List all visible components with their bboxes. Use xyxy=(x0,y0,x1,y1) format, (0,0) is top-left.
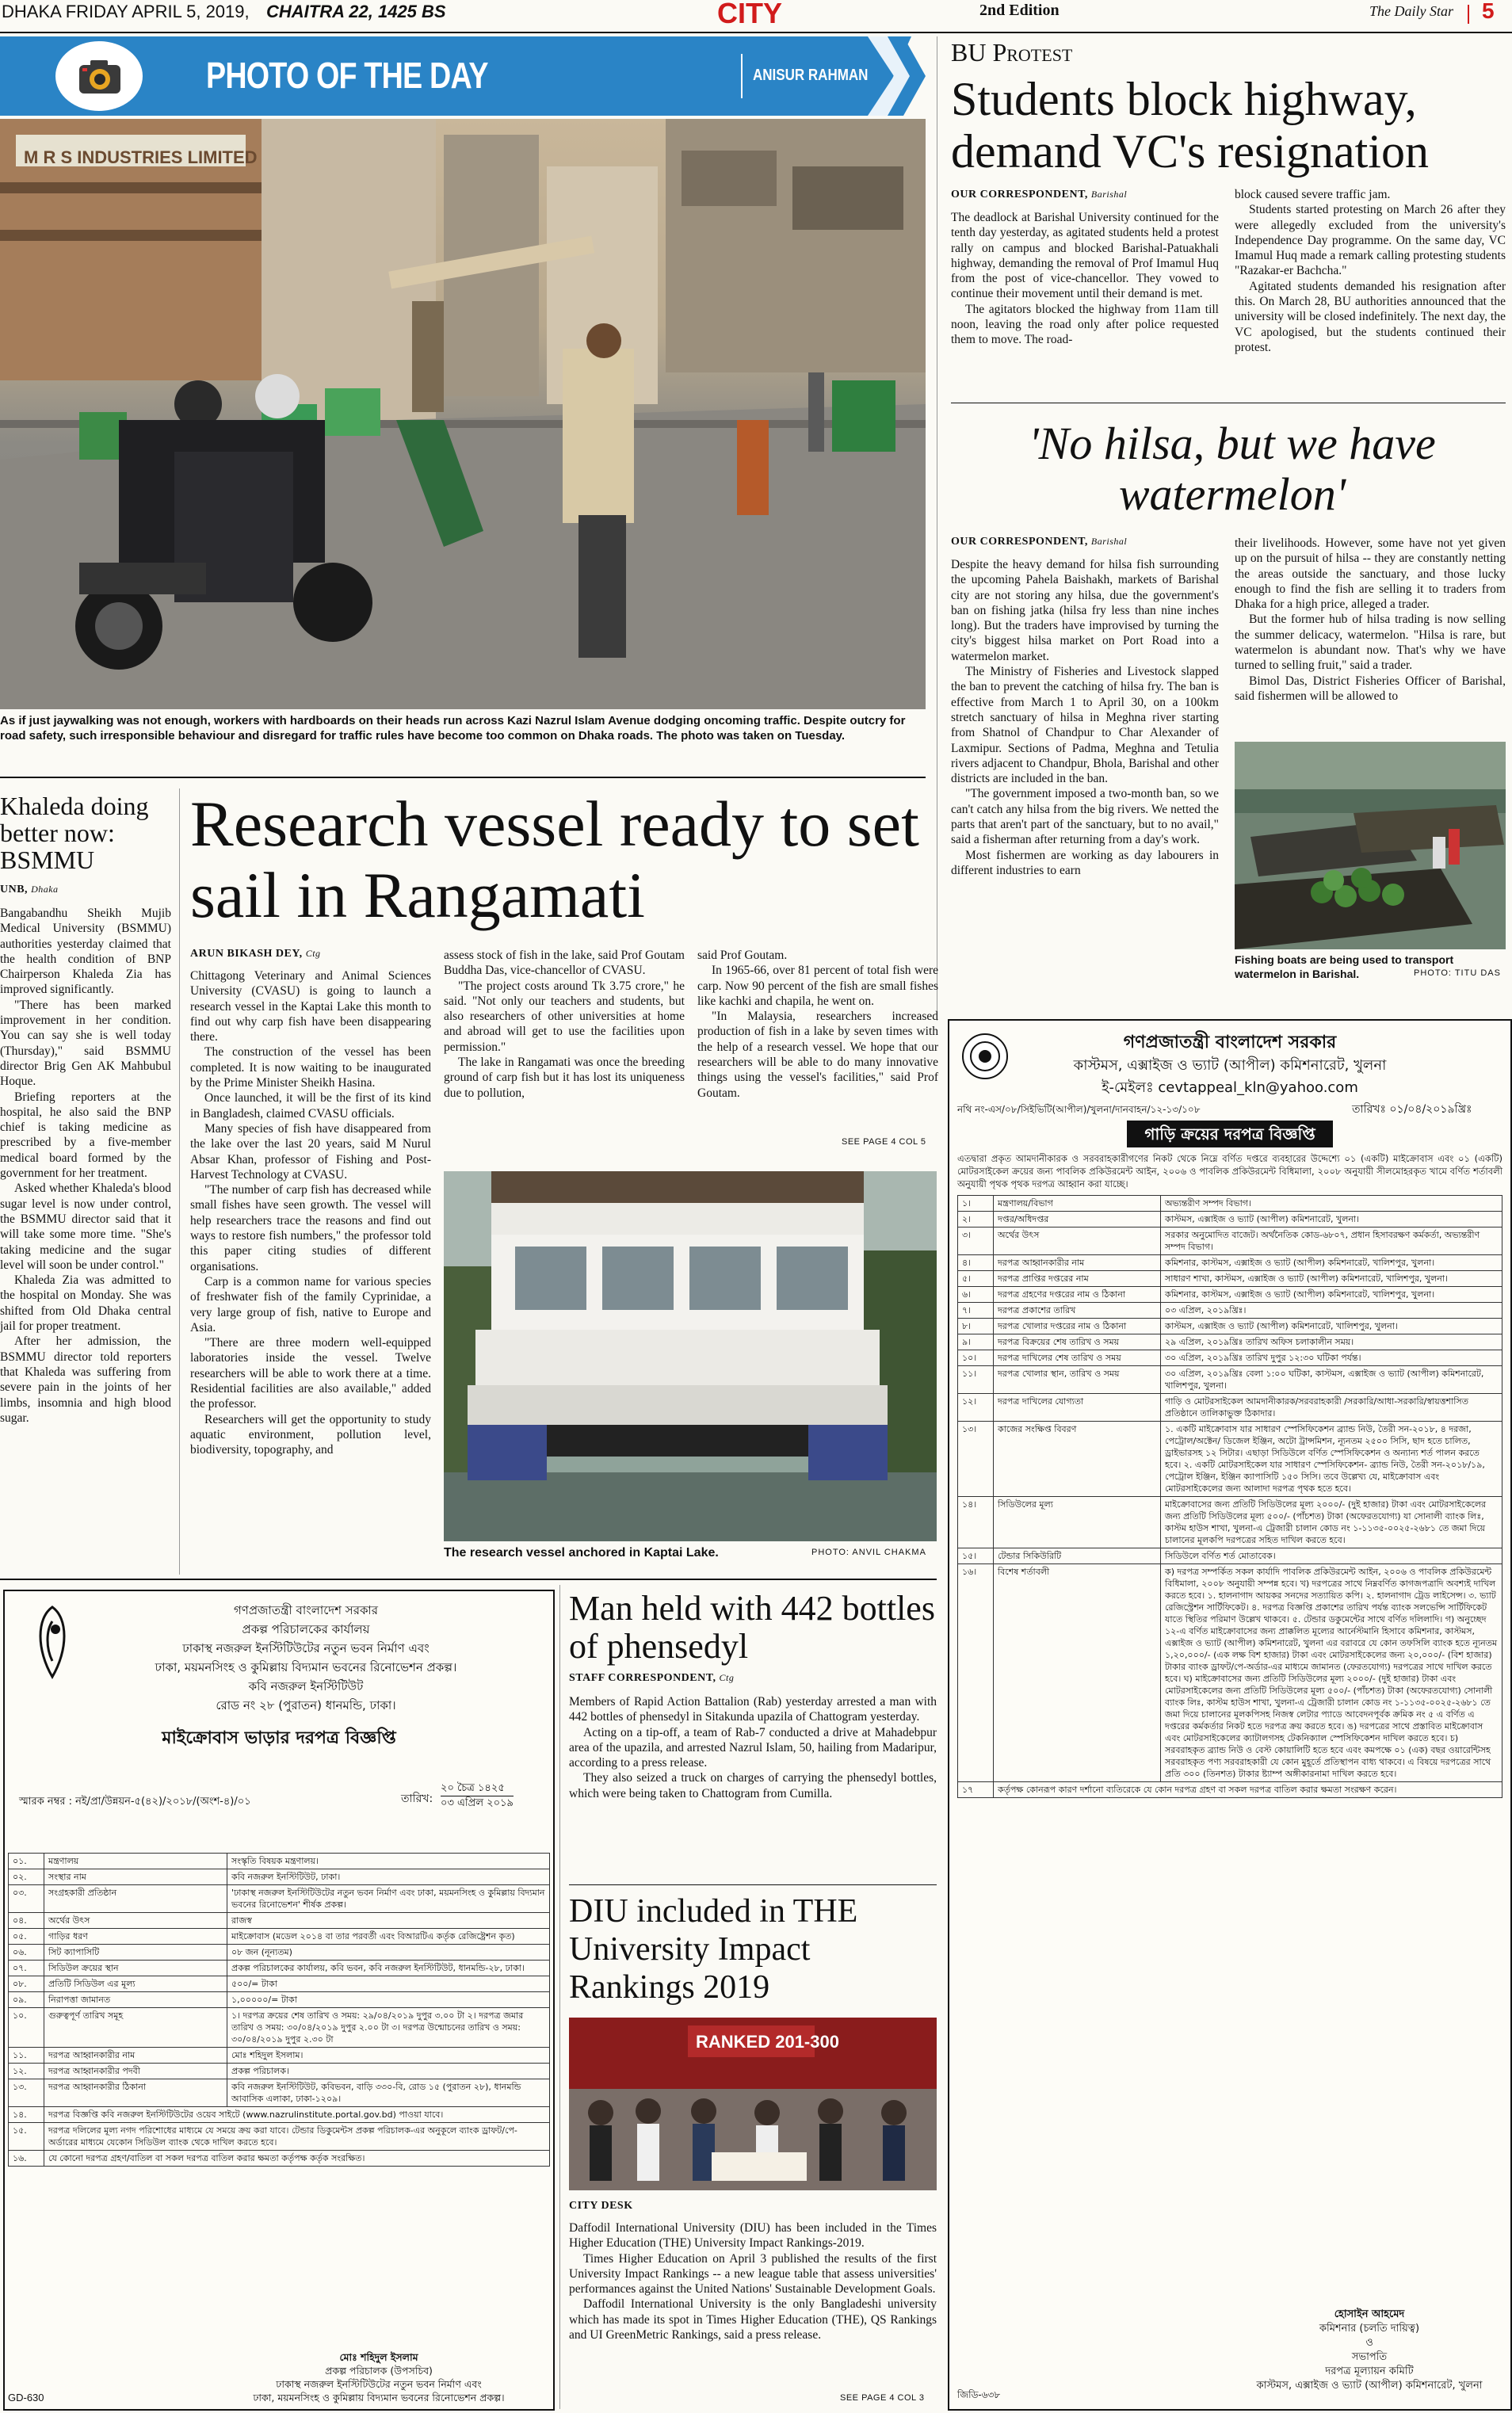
row-number: ৯। xyxy=(958,1334,994,1350)
table-row xyxy=(958,1319,1502,1334)
row-value: কবি নজরুল ইনস্টিটিউট, কবিভবন, বাড়ি ৩৩০-বি, রোড ১৫ (পুরাতন ২৮), ধানমন্ডি আবাসিক এলাকা, ঢাকা-১২০৯। xyxy=(227,2079,550,2107)
row-number: ০৭. xyxy=(9,1961,44,1976)
customs-date: তারিখঃ ০১/০৪/২০১৯খ্রিঃ xyxy=(1352,1103,1472,1116)
customs-sig-title: কমিশনার (চলতি দায়িত্ব) xyxy=(1319,2323,1420,2335)
nazrul-date-en: ০৩ এপ্রিল ২০১৯ xyxy=(441,1797,514,1809)
row-label: দরপত্র খোলার স্থান, তারিখ ও সময় xyxy=(994,1366,1161,1394)
customs-sig-role: সভাপতি xyxy=(1351,2351,1388,2363)
diu-headline: DIU included in THE University Impact Rankings 2019 xyxy=(569,1893,858,2006)
table-row xyxy=(958,1782,1502,1798)
row-number: ০৮. xyxy=(9,1976,44,1992)
row-label: দরপত্র গ্রহণের দপ্তরের নাম ও ঠিকানা xyxy=(994,1287,1161,1303)
edition: 2nd Edition xyxy=(979,2,1060,19)
row-number: ৫। xyxy=(958,1271,994,1287)
nazrul-table xyxy=(8,1853,550,2167)
row-value: সরকার অনুমোদিত বাজেট। অর্থনৈতিক কোড-৬৮০৭, প্রধান হিসাবরক্ষণ কর্মকর্তা, অভ্যন্তরীণ সম্পদ বিভাগ। xyxy=(1161,1227,1502,1255)
row-value: প্রকল্প পরিচালক। xyxy=(227,2064,550,2079)
nazrul-memo: স্মারক নম্বর : নই/প্রা/উন্নয়ন-৫(৪২)/২০১৮/(অংশ-৪)/০১ xyxy=(19,1796,251,1808)
row-number: ১৪। xyxy=(958,1497,994,1548)
row-label: প্রতিটি সিডিউল এর মূল্য xyxy=(44,1976,227,1992)
row-value: কাস্টমস, এক্সাইজ ও ভ্যাট (আপীল) কমিশনারেট, খুলনা। xyxy=(1161,1212,1502,1227)
row-value: ৩০ এপ্রিল, ২০১৯খ্রিঃ বেলা ১:০০ ঘটিকা, কাস্টমস, এক্সাইজ ও ভ্যাট (আপীল) কমিশনারেট, খালিশপুর, খুলনা। xyxy=(1161,1366,1502,1394)
row-number: ৭। xyxy=(958,1303,994,1319)
photo-of-day-caption: As if just jaywalking was not enough, workers with hardboards on their heads run across Kazi Nazrul Islam Avenue dodging oncoming traffic. Despite outcry for road safety, such irresponsible behaviour and disregard for traffic rules have become too common on Dhaka roads. The photo was taken on Tuesday. xyxy=(0,714,906,743)
row-number: ০৩. xyxy=(9,1885,44,1913)
row-number: ১৬. xyxy=(9,2151,44,2167)
row-number: ১০। xyxy=(958,1350,994,1366)
khaleda-body: Bangabandhu Sheikh Mujib Medical University (BSMMU) authorities yesterday claimed that the health condition of BNP Chairperson Khaleda Zia has improved significantly. "There has been marked improvement in her condition. You can say she is well today (Thursday)," said BSMMU director Brig Gen AK Mahbubul Hoque. Briefing reporters at the hospital, he also said the BNP chief is taking medicine as prescribed by a five-member medical board formed by the government for her treatment. Asked whether Khaleda's blood sugar level is now under control, the BSMMU director said that it will take some more time. "She's taking medicine and the sugar level will soon be under control." Khaleda Zia was admitted to the hospital on Monday. She was shifted from Old Dhaka central jail for proper treatment. After her admission, the BSMMU director told reporters that Khaleda was suffering from severe pain in the joints of her limbs, insomnia and high blood sugar. xyxy=(0,907,171,1425)
customs-signature xyxy=(1235,2308,1504,2393)
table-row xyxy=(9,1945,550,1961)
nazrul-sig-title: প্রকল্প পরিচালক (উপসচিব) xyxy=(325,2365,433,2377)
vessel-credit: PHOTO: ANVIL CHAKMA xyxy=(811,1548,926,1557)
bu-headline: Students block highway, demand VC's resignation xyxy=(951,73,1429,178)
row-number: ১৬। xyxy=(958,1564,994,1782)
row-value: ১. একটি মাইক্রোবাস যার সাধারণ স্পেসিফিকেশন ব্র্যান্ড নিউ, তৈরী সন-২০১৮, ৪ দরজা, পেট্রোল/অক্টেন/ ডিজেল ইঞ্জিন, অটো ট্রান্সমিশন, ন্যূনতম ২৫০০ সিসি, ছাদ হতে চালিত, ড্রাইভারসহ ১২ সিটার। এছাড়া সিডিউলে বর্ণিত স্পেসিফিকেশন ও অন্যান্য শর্ত পালন করতে হবে। ২. একটি মোটরসাইকেল যার সাধারণ স্পেসিফিকেশন- ব্র্যান্ড নিউ, তৈরী সন-২০১৮/১৯, পেট্রোল ইঞ্জিন, ইঞ্জিন ক্যাপাসিটি ১৫০ সিসি। তবে উল্লেখ্য যে, মাইক্রোবাস এবং মোটরসাইকেলের জন্য আলাদা দরপত্র পৃথক হতে হবে। xyxy=(1161,1422,1502,1497)
row-number: ১৫. xyxy=(9,2123,44,2151)
row-label: সংস্থার নাম xyxy=(44,1869,227,1885)
phensedyl-headline: Man held with 442 bottles of phensedyl xyxy=(569,1589,935,1666)
nazrul-header xyxy=(84,1601,528,1715)
row-label: অর্থের উৎস xyxy=(994,1227,1161,1255)
masthead xyxy=(0,0,1512,32)
row-label: দপ্তর/অধিদপ্তর xyxy=(994,1212,1161,1227)
row-number: ১৭ xyxy=(958,1782,994,1798)
row-label: দরপত্র বিক্রয়ের শেষ তারিখ ও সময় xyxy=(994,1334,1161,1350)
table-row xyxy=(958,1303,1502,1319)
nazrul-inst: কবি নজরুল ইনস্টিটিউট xyxy=(248,1679,364,1693)
bu-kicker: BU Protest xyxy=(951,38,1073,67)
table-row xyxy=(9,2008,550,2048)
table-row xyxy=(9,2151,550,2167)
table-row xyxy=(958,1287,1502,1303)
row-number: ০৪. xyxy=(9,1913,44,1929)
nazrul-notice xyxy=(3,1590,555,2411)
row-number: ৩। xyxy=(958,1227,994,1255)
row-value: ০৮ জন (নূন্যতম) xyxy=(227,1945,550,1961)
row-label: দরপত্র আহ্বানকারীর নাম xyxy=(44,2048,227,2064)
table-row xyxy=(958,1212,1502,1227)
row-value: কমিশনার, কাস্টমস, এক্সাইজ ও ভ্যাট (আপীল) কমিশনারেট, খালিশপুর, খুলনা। xyxy=(1161,1255,1502,1271)
row-label: বিশেষ শর্তাবলী xyxy=(994,1564,1161,1782)
photographer-divider xyxy=(741,54,743,98)
row-value: মোঃ শহিদুল ইসলাম। xyxy=(227,2048,550,2064)
street-photo xyxy=(0,119,926,709)
table-row xyxy=(9,1992,550,2008)
row-text: দরপত্র বিজ্ঞপ্তি কবি নজরুল ইনস্টিটিউটের ওয়েব সাইটে (www.nazrulinstitute.portal.gov.bd) পাওয়া যাবে। xyxy=(44,2107,550,2123)
customs-sig-and: ও xyxy=(1365,2337,1373,2349)
table-row xyxy=(958,1334,1502,1350)
row-number: ৮। xyxy=(958,1319,994,1334)
table-row xyxy=(9,1976,550,1992)
row-label: গুরুত্বপূর্ণ তারিখ সমূহ xyxy=(44,2008,227,2048)
customs-email: ই-মেইলঃ cevtappeal_kln@yahoo.com xyxy=(1102,1079,1358,1096)
khaleda-divider xyxy=(179,788,180,1575)
row-label: টেন্ডার সিকিউরিটি xyxy=(994,1548,1161,1564)
row-number: ১২. xyxy=(9,2064,44,2079)
nazrul-date-bn: ২০ চৈত্র ১৪২৫ xyxy=(441,1782,505,1794)
row-label: সিডিউল ক্রয়ের স্থান xyxy=(44,1961,227,1976)
row-text: কর্তৃপক্ষ কোনরূপ কারণ দর্শানো ব্যতিরেকে যে কোন দরপত্র গ্রহণ বা সকল দরপত্র বাতিল করার ক্ষমতা সংরক্ষণ করেন। xyxy=(994,1782,1502,1798)
customs-sig-name: হোসাইন আহমেদ xyxy=(1334,2308,1405,2320)
hilsa-headline: 'No hilsa, but we have watermelon' xyxy=(1029,418,1436,520)
row-label: দরপত্র আহ্বানকারীর নাম xyxy=(994,1255,1161,1271)
row-number: ০৫. xyxy=(9,1929,44,1945)
row-number: ০১. xyxy=(9,1854,44,1869)
table-row xyxy=(9,2107,550,2123)
table-row xyxy=(958,1394,1502,1422)
phensedyl-rule xyxy=(569,1884,937,1885)
page-number: 5 xyxy=(1482,0,1495,23)
nazrul-title: মাইক্রোবাস ভাড়ার দরপত্র বিজ্ঞপ্তি xyxy=(162,1728,396,1748)
section-name: CITY xyxy=(717,0,783,29)
khaleda-byline: UNB, Dhaka xyxy=(0,884,59,895)
nazrul-sig-name: মোঃ শহিদুল ইসলাম xyxy=(339,2351,418,2363)
row-value: রাজস্ব xyxy=(227,1913,550,1929)
row-value: ক) দরপত্র সম্পর্কিত সকল কার্যাদি পাবলিক প্রকিউরমেন্ট আইন, ২০০৬ ও পাবলিক প্রকিউরমেন্ট বিধিমালা, ২০০৮ অনুযায়ী সম্পন্ন হবে। খ) দরপত্রের সাথে নিম্নবর্ণিত কাগজপত্রাদি অবশ্যই দাখিল করতে হবে। ১. হালনাগাদ আয়কর সনদের সত্যায়িত কপি। ২. হালনাগাদ ট্রেড লাইসেন্স। ৩. ভ্যাট রেজিস্ট্রেশন সার্টিফিকেট। ৪. দরপত্র বিজ্ঞপ্তি প্রকাশের তারিখ পর্যন্ত ব্যাংক সলভেন্সি সার্টিফিকেট যাতে স্থিতির পরিমাণ উল্লেখ থাকবে। ৫. টেন্ডার ডকুমেন্টের সাথে বর্ণিত দলিলাদি। গ) অনুচ্ছেদ ১২-এ বর্ণিত মাইক্রোবাসের জন্য প্রাক্কলিত মূল্যের আর্নেস্টমানি হিসাবে কমিশনার, কাস্টমস, এক্সাইজ ও ভ্যাট (আপীল) কমিশনারেট, খুলনা এর বরাবরে যে কোন তফসিলি ব্যাংক হতে ন্যূনতম ১,২০,০০০/- (এক লক্ষ বিশ হাজার) টাকা এবং মোটরসাইকেলের জন্য ২০,০০০/- (বিশ হাজার) টাকার ব্যাংক ড্রাফট/পে-অর্ডার-এর মাধ্যমে জামানত (ফেরতযোগ্য) দরপত্রের সাথে দাখিল করতে হবে। ঘ) মাইক্রোবাসের জন্য প্রতিটি সিডিউলের মূল্য ২০০০/- (দুই হাজার) টাকা এবং মোটরসাইকেলের জন্য প্রতিটি সিডিউলের মূল্য ৫০০/- (পাঁচশত) টাকা (অফেরতযোগ্য) সোনালী ব্যাংক লিঃ, কাস্টম হাউস শাখা, খুলনা-এ ট্রেজারী চালান কোড নং ১-১১৩৫-০০২৫-২৬৮১ তে জমা দিয়ে চালানের মূলকপিসহ নিজস্ব লেটার প্যাডে আবেদনপূর্বক ক্রমিক নং ৫ এ বর্ণিত এ দপ্তরের কর্মকর্তার নিকট হতে দরপত্র ক্রয় করতে হবে। ঙ) দরপত্রের সাথে প্রস্তাবিত মাইক্রোবাস এবং মোটরসাইকেলের ক্যাটালগসহ টেকনিক্যাল স্পেসিফিকেশন দাখিল করতে হবে। চ) সরবরাহকৃত ব্র্যান্ড নিউ ও বেস্ট কোয়ালিটি হতে হবে এবং কমপক্ষে ০১ (এক) বছর ওয়ারেন্টিসহ সরবরাহকৃত পণ্য সরবরাহকারী যে কোন মুহূর্তে প্রতিস্থাপন বাধ্য থাকবে। এ বিষয়ে দরপত্রের সাথে প্রতি ৩০০ (তিনশত) টাকার ষ্ট্যাম্প অঙ্গীকারনামা দাখিল করতে হবে। xyxy=(1161,1564,1502,1782)
customs-sig-office: কাস্টমস, এক্সাইজ ও ভ্যাট (আপীল) কমিশনারেট, খুলনা xyxy=(1256,2380,1483,2392)
nazrul-signature xyxy=(211,2350,547,2404)
customs-gov: গণপ্রজাতন্ত্রী বাংলাদেশ সরকার xyxy=(1123,1033,1337,1052)
nazrul-proj1: ঢাকাস্থ নজরুল ইনস্টিটিউটের নতুন ভবন নির্মাণ এবং xyxy=(182,1641,430,1655)
table-row xyxy=(958,1548,1502,1564)
vessel-photo xyxy=(444,1171,937,1541)
table-row xyxy=(9,2079,550,2107)
nazrul-gov: গণপ্রজাতন্ত্রী বাংলাদেশ সরকার xyxy=(233,1603,379,1617)
nazrul-date xyxy=(441,1781,514,1811)
diu-photo xyxy=(569,2018,937,2190)
dateline: DHAKA FRIDAY APRIL 5, 2019, xyxy=(2,2,250,21)
table-row xyxy=(958,1255,1502,1271)
photo-of-day-label: PHOTO OF THE DAY xyxy=(206,55,488,96)
table-row xyxy=(9,2064,550,2079)
row-label: গাড়ির ধরণ xyxy=(44,1929,227,1945)
row-value: মাইক্রোবাস (মডেল ২০১৪ বা তার পরবর্তী এবং বিআরটিএ কর্তৃক রেজিষ্ট্রেশন কৃত) xyxy=(227,1929,550,1945)
nazrul-code: GD-630 xyxy=(8,2392,44,2403)
customs-title: গাড়ি ক্রয়ের দরপত্র বিজ্ঞপ্তি xyxy=(1127,1121,1333,1147)
row-label: নিরাপত্তা জামানত xyxy=(44,1992,227,2008)
row-number: ১৫। xyxy=(958,1548,994,1564)
row-label: দরপত্র আহ্বানকারীর পদবী xyxy=(44,2064,227,2079)
table-row xyxy=(958,1227,1502,1255)
hilsa-byline: OUR CORRESPONDENT, Barishal xyxy=(951,536,1128,548)
table-row xyxy=(9,2048,550,2064)
row-value: 'ঢাকাস্থ নজরুল ইনস্টিটিউটের নতুন ভবন নির্মাণ এবং ঢাকা, ময়মনসিংহ ও কুমিল্লায় বিদ্যমান ভবনের রিনোভেশন' শীর্ষক প্রকল্প। xyxy=(227,1885,550,1913)
vessel-caption: The research vessel anchored in Kaptai Lake. xyxy=(444,1546,719,1560)
row-value: ২৯ এপ্রিল, ২০১৯খ্রিঃ তারিখ অফিস চলাকালীন সময়। xyxy=(1161,1334,1502,1350)
row-label: দরপত্র দাখিলের শেষ তারিখ ও সময় xyxy=(994,1350,1161,1366)
row-number: ২। xyxy=(958,1212,994,1227)
vessel-continued: SEE PAGE 4 COL 5 xyxy=(842,1137,926,1147)
customs-notice xyxy=(948,1019,1512,2411)
row-number: ১৩। xyxy=(958,1422,994,1497)
row-value: কবি নজরুল ইনস্টিটিউট, ঢাকা। xyxy=(227,1869,550,1885)
customs-rows xyxy=(957,1195,1502,1798)
row-label: দরপত্র দাখিলের যোগ্যতা xyxy=(994,1394,1161,1422)
row-number: ১৩. xyxy=(9,2079,44,2107)
table-row xyxy=(958,1366,1502,1394)
vessel-column-2: assess stock of fish in the lake, said Prof Goutam Buddha Das, vice-chancellor of CVASU. "The project costs around Tk 3.75 crore," he said. "Not only our teachers and students, but also researchers of other universities at home and abroad will get to use the facilities upon permission." The lake in Rangamati was once the breeding ground of carp fish but it has lost its uniqueness due to pollution, xyxy=(444,949,685,1100)
building-sign: M R S INDUSTRIES LIMITED xyxy=(24,147,258,167)
vessel-column-3: said Prof Goutam. In 1965-66, over 81 percent of total fish were carp. Now 90 percent of the fish are small fishes like kachki and chapila, he went on. "In Malaysia, researchers increased production of fish in a lake by seven times with the help of a research vessel. We hope that our researchers will be able to do many innovative things using the vessel's facilities," said Prof Goutam. xyxy=(697,949,938,1100)
customs-office: কাস্টমস, এক্সাইজ ও ভ্যাট (আপীল) কমিশনারেট, খুলনা xyxy=(1073,1057,1387,1074)
row-label: সিডিউলের মূল্য xyxy=(994,1497,1161,1548)
vessel-headline: Research vessel ready to set sail in Rangamati xyxy=(190,788,919,931)
row-value: কমিশনার, কাস্টমস, এক্সাইজ ও ভ্যাট (আপীল) কমিশনারেট, খালিশপুর, খুলনা। xyxy=(1161,1287,1502,1303)
nazrul-date-label: তারিখ: xyxy=(401,1793,433,1805)
nazrul-sig-proj2: ঢাকা, ময়মনসিংহ ও কুমিল্লায় বিদ্যমান ভবনের রিনোভেশন প্রকল্প। xyxy=(253,2392,505,2403)
page-number-divider xyxy=(1468,5,1469,24)
bu-column-1: The deadlock at Barishal University continued for the tenth day yesterday, as agitated students held a protest rally on campus and blocked Barishal-Patuakhali highway, demanding the removal of Prof Imamul Huq from the post of vice-chancellor. They vowed to continue their movement until their demand is met. The agitators blocked the highway from 11am till noon, leaving the road only after police requested them to move. The road- xyxy=(951,211,1219,347)
row-text: দরপত্র দলিলের মূল্য নগদ পরিশোধের মাধ্যমে যে সময়ে ক্রয় করা যাবে। টেন্ডার ডিকুমেন্টস প্রকল্প পরিচালক-এর অনুকূলে ব্যাংক ড্রাফট/পে-অর্ডারের মাধ্যমে যেকোন সিডিউল ব্যাংক থেকে দাখিল করতে হবে। xyxy=(44,2123,550,2151)
row-value: ১। দরপত্র ক্রয়ের শেষ তারিখ ও সময়: ২৯/০৪/২০১৯ দুপুর ৩.০০ টা ২। দরপত্র জমার তারিখ ও সময়: ৩০/০৪/২০১৯ দুপুর ২.০০ টা ৩। দরপত্র উন্মোচনের তারিখ ও সময়: ৩০/০৪/২০১৯ দুপুর ২.৩০ টা xyxy=(227,2008,550,2048)
hilsa-column-1: Despite the heavy demand for hilsa fish surrounding the upcoming Pahela Baishakh, markets of Barishal city are not storing any hilsa, due the government's ban on fishing jatka (hilsa fry less than nine inches long). But the traders have improvised by turning the city's biggest hilsa market on Port Road into a watermelon market. The Ministry of Fisheries and Livestock slapped the ban to prevent the catching of hilsa fry. The ban is effective from March 1 to April 30, on a 100km stretch sanctuary of hilsa in Meghna river starting from Shatnol of Chandpur to Char Alexander of Laxmipur. Sections of Padma, Meghna and Tetulia rivers adjacent to Chandpur, Bhola, Barishal and other districts are included in the ban. "The government imposed a two-month ban, so we can't catch any hilsa from the big rivers. We netted the parts that aren't part of the sanctuary, but to no avail," said a fisherman after returning from a day's work. Most fishermen are working as day labourers in different industries to earn xyxy=(951,558,1219,877)
row-value: অভ্যন্তরীণ সম্পদ বিভাগ। xyxy=(1161,1196,1502,1212)
nazrul-office: প্রকল্প পরিচালকের কার্যালয় xyxy=(242,1622,370,1636)
row-label: অর্থের উৎস xyxy=(44,1913,227,1929)
table-row xyxy=(9,1913,550,1929)
row-number: ১৪. xyxy=(9,2107,44,2123)
photographer: ANISUR RAHMAN xyxy=(753,67,869,84)
diu-banner-text: RANKED 201-300 xyxy=(696,2032,839,2052)
table-row xyxy=(958,1350,1502,1366)
dateline-bn: CHAITRA 22, 1425 BS xyxy=(266,2,446,21)
row-value: সিডিউলে বর্ণিত শর্ত মোতাবেক। xyxy=(1161,1548,1502,1564)
row-value: ৩০ এপ্রিল, ২০১৯খ্রিঃ তারিখ দুপুর ১২:৩০ ঘটিকা পর্যন্ত। xyxy=(1161,1350,1502,1366)
vessel-column-1: Chittagong Veterinary and Animal Sciences University (CVASU) is going to launch a research vessel in the Kaptai Lake this month to find out why carp fish have been disappearing there. The construction of the vessel has been completed. It is now waiting to be inaugurated by the Prime Minister Sheikh Hasina. Once launched, it will be the first of its kind in Bangladesh, claimed CVASU officials. Many species of fish have disappeared from the lake over the last 20 years, said M Nurul Absar Khan, professor of Fishing and Post-Harvest Technology at CVASU. "The number of carp fish has decreased while small fishes have seen growth. The vessel will help researchers trace the reasons and find out ways to restore fish numbers," the professor told this paper citing studies of different organisations. Carp is a common name for various species of freshwater fish of the family Cyprinidae, a very large group of fish, native to Europe and Asia. "There are three modern well-equipped laboratories inside the vessel. Twelve researchers will be able to work there at a time. Residential facilities are also available," added the professor. Researchers will get the opportunity to study aquatic environment, pollution level, biodiversity, topography, and xyxy=(190,969,431,1457)
bu-column-2: block caused severe traffic jam. Students started protesting on March 26 after they were allegedly excluded from the university's Independence Day programme. On the same day, VC Imamul Huq made a remark calling protesting students "Razakar-er Bachcha." Agitated students demanded his resignation after this. On March 28, BU authorities announced that the university will be closed indefinitely. The next day, the VC apologised, but the students continued their protest. xyxy=(1235,188,1506,354)
khaleda-headline: Khaleda doing better now: BSMMU xyxy=(0,792,149,874)
row-value: গাড়ি ও মোটরসাইকেল আমদানীকারক/সরবরাহকারী /সরকারি/আধা-সরকারি/স্বায়ত্তশাসিত প্রতিষ্ঠানে তালিকাভুক্ত ঠিকাদার। xyxy=(1161,1394,1502,1422)
row-number: ১। xyxy=(958,1196,994,1212)
row-value: ১,০০০০০/= টাকা xyxy=(227,1992,550,2008)
customs-memo: নথি নং-এস/০৮/সিইভিটি(আপীল)/খুলনা/দানবাহন/১২-১৩/১০৮ xyxy=(957,1104,1201,1115)
row-value: প্রকল্প পরিচালকের কার্যালয়, কবি ভবন, কবি নজরুল ইনস্টিটিউট, ধানমন্ডি-২৮, ঢাকা। xyxy=(227,1961,550,1976)
phensedyl-byline: STAFF CORRESPONDENT, Ctg xyxy=(569,1672,735,1684)
row-label: সিট ক্যাপাসিটি xyxy=(44,1945,227,1961)
nazrul-rows xyxy=(8,1853,550,2167)
table-row xyxy=(958,1271,1502,1287)
mid-rule xyxy=(0,1579,937,1580)
row-number: ০২. xyxy=(9,1869,44,1885)
row-value: ৫০০/= টাকা xyxy=(227,1976,550,1992)
photo-bottom-rule xyxy=(0,777,926,778)
row-label: দরপত্র প্রাপ্তির দপ্তরের নাম xyxy=(994,1271,1161,1287)
nazrul-sig-proj1: ঢাকাস্থ নজরুল ইনস্টিটিউটের নতুন ভবন নির্মাণ এবং xyxy=(276,2378,482,2390)
row-number: ৪। xyxy=(958,1255,994,1271)
customs-sig-committee: দরপত্র মূল্যায়ন কমিটি xyxy=(1325,2365,1414,2377)
table-row xyxy=(958,1497,1502,1548)
hilsa-column-2: their livelihoods. However, some have not yet given up on the pursuit of hilsa -- they are constantly netting the areas outside the sanctuary, and those lucky enough to find the fish are selling it to traders from Dhaka for a high price, alleged a trader. But the former hub of hilsa trading is now selling the summer delicacy, watermelon. "Hilsa is rare, but watermelon is abundant now. That's why we have turned to selling fruit," said a trader. Bimol Das, District Fisheries Officer of Barishal, said fishermen will be allowed to xyxy=(1235,536,1506,703)
row-label: মন্ত্রণালয়/বিভাগ xyxy=(994,1196,1161,1212)
table-row xyxy=(9,1961,550,1976)
row-number: ১০. xyxy=(9,2008,44,2048)
diu-continued: SEE PAGE 4 COL 3 xyxy=(840,2393,925,2403)
table-row xyxy=(958,1422,1502,1497)
diu-byline: CITY DESK xyxy=(569,2200,633,2212)
customs-table xyxy=(957,1195,1502,1798)
row-value: সাধারণ শাখা, কাস্টমস, এক্সাইজ ও ভ্যাট (আপীল) কমিশনারেট, খালিশপুর, খুলনা। xyxy=(1161,1271,1502,1287)
nazrul-address: রোড নং ২৮ (পুরাতন) ধানমন্ডি, ঢাকা। xyxy=(216,1698,396,1712)
table-row xyxy=(9,1929,550,1945)
table-row xyxy=(9,2123,550,2151)
phensedyl-body: Members of Rapid Action Battalion (Rab) yesterday arrested a man with 442 bottles of phensedyl in Sitakunda upazila of Chattogram yesterday. Acting on a tip-off, a team of Rab-7 conducted a drive at Mahadebpur area of the upazila, and arrested Nazrul Islam, 50, hailing from Madaripur, according to a press release. They also seized a truck on charges of carrying the phensedyl bottles, which were being taken to Chattogram from Cumilla. xyxy=(569,1695,937,1800)
row-value: কাস্টমস, এক্সাইজ ও ভ্যাট (আপীল) কমিশনারেট, খালিশপুর, খুলনা। xyxy=(1161,1319,1502,1334)
row-number: ১১। xyxy=(958,1366,994,1394)
row-number: ১২। xyxy=(958,1394,994,1422)
nazrul-proj2: ঢাকা, ময়মনসিংহ ও কুমিল্লায় বিদ্যমান ভবনের রিনোভেশন প্রকল্প। xyxy=(155,1660,457,1674)
row-label: দরপত্র আহ্বানকারীর ঠিকানা xyxy=(44,2079,227,2107)
customs-intro: এতদ্বারা প্রকৃত আমদানীকারক ও সরবরাহকারীগণের নিকট থেকে নিম্নে বর্ণিত দপ্তরে ব্যবহারের উদ্দেশ্যে ০১ (একটি) মাইক্রোবাস এবং ০১ (একটি) মোটরসাইকেল ক্রয়ের জন্য পাবলিক প্রকিউরমেন্ট আইন, ২০০৬ ও পাবলিক প্রকিউরমেন্ট বিধিমালা, ২০০৮ অনুযায়ী সীলমোহরকৃত খামে বর্ণিত শর্তাবলী অনুযায়ী পৃথক পৃথক দরপত্র আহ্বান করা যাচ্ছে। xyxy=(957,1153,1502,1189)
row-label: মন্ত্রণালয় xyxy=(44,1854,227,1869)
row-label: দরপত্র খোলার দপ্তরের নাম ও ঠিকানা xyxy=(994,1319,1161,1334)
row-label: কাজের সংক্ষিপ্ত বিবরণ xyxy=(994,1422,1161,1497)
table-row xyxy=(9,1854,550,1869)
boats-photo xyxy=(1235,742,1506,949)
bu-byline: OUR CORRESPONDENT, Barishal xyxy=(951,189,1128,200)
paper-name: The Daily Star xyxy=(1369,3,1453,19)
ad-divider xyxy=(559,1585,560,2409)
diu-body: Daffodil International University (DIU) has been included in the Times Higher Education (THE) University Impact Rankings-2019. Times Higher Education on April 3 published the results of the first University Impact Rankings -- a new league table that assess universities' performances against the United Nations' Sustainable Development Goals. Daffodil International University is the only Bangladeshi university which has made its spot in Times Higher Education (THE), QS Rankings and UI GreenMetric Rankings, said a press release. xyxy=(569,2221,937,2342)
table-row xyxy=(958,1196,1502,1212)
row-value: ০৩ এপ্রিল, ২০১৯খ্রিঃ। xyxy=(1161,1303,1502,1319)
row-value: সংস্কৃতি বিষয়ক মন্ত্রণালয়। xyxy=(227,1854,550,1869)
table-row xyxy=(9,1869,550,1885)
row-number: ১১. xyxy=(9,2048,44,2064)
row-text: যে কোনো দরপত্র গ্রহণ/বাতিল বা সকল দরপত্র বাতিল করার ক্ষমতা কর্তৃপক্ষ কর্তৃক সংরক্ষিত। xyxy=(44,2151,550,2167)
boats-credit: PHOTO: TITU DAS xyxy=(1414,968,1501,978)
row-label: দরপত্র প্রকাশের তারিখ xyxy=(994,1303,1161,1319)
row-number: ৬। xyxy=(958,1287,994,1303)
row-number: ০৬. xyxy=(9,1945,44,1961)
row-number: ০৯. xyxy=(9,1992,44,2008)
camera-icon xyxy=(55,41,143,111)
table-row xyxy=(9,1885,550,1913)
row-label: সংগ্রহকারী প্রতিষ্ঠান xyxy=(44,1885,227,1913)
nazrul-logo xyxy=(27,1602,78,1682)
customs-code: জিডি-৬৩৮ xyxy=(957,2389,1001,2400)
photo-of-day-banner xyxy=(0,36,926,116)
masthead-rule xyxy=(0,32,1512,33)
vessel-byline: ARUN BIKASH DEY, Ctg xyxy=(190,948,321,960)
table-row xyxy=(958,1564,1502,1782)
row-value: মাইক্রোবাসের জন্য প্রতিটি সিডিউলের মূল্য ২০০০/- (দুই হাজার) টাকা এবং মোটরসাইকেলের জন্য প্রতিটি সিডিউলের মূল্য ৫০০/- (পাঁচশত) টাকা (অফেরতযোগ্য) যা সোনালী ব্যাংক লিঃ, কাস্টম হাউস শাখা, খুলনা-এ ট্রেজারী চালান কোড নং ১-১১৩৫-০০২৫-২৬৮১ তে জমা দিয়ে চালানের মূলকপি দরপত্রের সহিত দাখিল করতে হবে। xyxy=(1161,1497,1502,1548)
boats-caption: Fishing boats are being used to transport watermelon in Barishal. xyxy=(1235,953,1454,980)
